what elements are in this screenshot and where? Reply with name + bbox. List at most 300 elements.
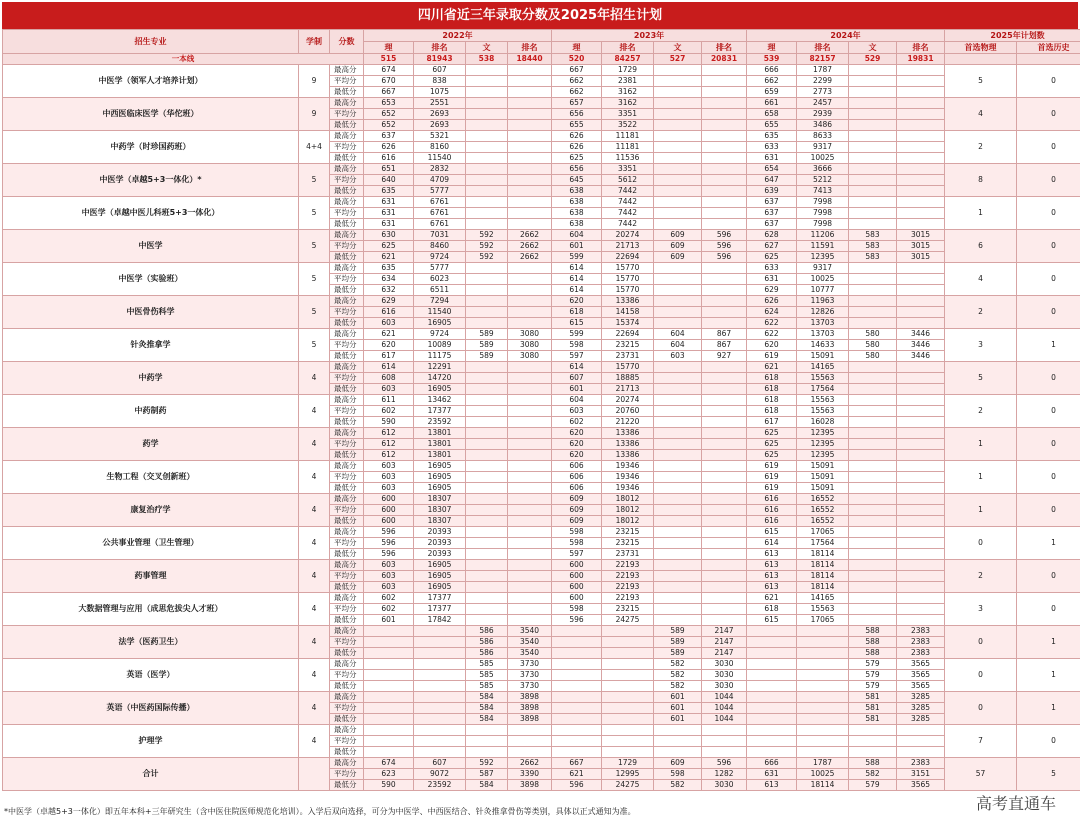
header-li: 理 [747, 42, 797, 54]
score-cell [849, 593, 897, 604]
score-cell [702, 373, 747, 384]
score-cell [466, 175, 508, 186]
score-type-label: 平均分 [330, 373, 364, 384]
benchmark-cell: 18440 [508, 54, 552, 65]
score-cell: 3446 [897, 329, 945, 340]
score-cell [654, 285, 702, 296]
plan-physics: 5 [945, 362, 1017, 395]
score-cell [654, 736, 702, 747]
score-cell [849, 307, 897, 318]
score-cell [466, 65, 508, 76]
score-cell [508, 582, 552, 593]
score-cell: 867 [702, 340, 747, 351]
score-cell [849, 175, 897, 186]
score-cell [849, 406, 897, 417]
score-cell: 601 [364, 615, 414, 626]
score-cell [508, 527, 552, 538]
score-cell [466, 76, 508, 87]
plan-physics: 1 [945, 428, 1017, 461]
score-cell: 6761 [414, 197, 466, 208]
score-cell: 618 [747, 395, 797, 406]
score-cell: 3285 [897, 703, 945, 714]
score-cell [897, 263, 945, 274]
score-cell: 639 [747, 186, 797, 197]
score-cell: 614 [364, 362, 414, 373]
score-cell: 600 [364, 494, 414, 505]
score-cell: 583 [849, 252, 897, 263]
score-cell [897, 571, 945, 582]
score-cell: 667 [364, 87, 414, 98]
score-cell: 625 [747, 439, 797, 450]
header-score: 分数 [330, 30, 364, 54]
score-cell [508, 318, 552, 329]
score-cell: 16905 [414, 472, 466, 483]
score-cell: 13801 [414, 439, 466, 450]
score-cell: 3522 [602, 120, 654, 131]
score-cell: 626 [552, 131, 602, 142]
score-cell: 10025 [797, 769, 849, 780]
score-cell: 18114 [797, 780, 849, 791]
score-cell [466, 362, 508, 373]
plan-history: 0 [1017, 725, 1080, 758]
score-cell [654, 747, 702, 758]
score-cell: 638 [552, 208, 602, 219]
score-cell: 589 [466, 351, 508, 362]
score-cell: 632 [364, 285, 414, 296]
score-cell: 3565 [897, 681, 945, 692]
table-row [3, 98, 1080, 109]
score-cell [702, 296, 747, 307]
score-cell [747, 659, 797, 670]
score-cell [552, 736, 602, 747]
score-cell [702, 494, 747, 505]
page-title: 四川省近三年录取分数及2025年招生计划 [2, 2, 1078, 29]
score-cell [654, 615, 702, 626]
score-cell: 599 [552, 252, 602, 263]
score-cell: 6761 [414, 219, 466, 230]
score-cell [602, 637, 654, 648]
score-cell: 3162 [602, 87, 654, 98]
score-cell: 603 [364, 560, 414, 571]
table-row [3, 65, 1080, 76]
score-cell [849, 164, 897, 175]
score-cell [654, 461, 702, 472]
score-cell [702, 219, 747, 230]
score-cell: 15563 [797, 406, 849, 417]
score-cell: 613 [747, 560, 797, 571]
score-cell [849, 373, 897, 384]
score-cell: 609 [654, 252, 702, 263]
benchmark-blank [945, 54, 1017, 65]
score-cell [702, 472, 747, 483]
score-cell: 4709 [414, 175, 466, 186]
score-type-label: 平均分 [330, 769, 364, 780]
major-name: 康复治疗学 [3, 494, 299, 527]
score-cell [414, 670, 466, 681]
score-cell [508, 384, 552, 395]
score-cell: 15091 [797, 351, 849, 362]
score-cell [897, 615, 945, 626]
score-cell [849, 131, 897, 142]
score-cell [849, 582, 897, 593]
major-name: 中医学 [3, 230, 299, 263]
score-cell: 590 [364, 417, 414, 428]
score-cell: 586 [466, 637, 508, 648]
score-type-label: 最高分 [330, 692, 364, 703]
score-cell: 13462 [414, 395, 466, 406]
score-cell: 2383 [897, 626, 945, 637]
plan-physics: 0 [945, 692, 1017, 725]
score-cell: 603 [364, 384, 414, 395]
score-cell [654, 439, 702, 450]
score-cell [508, 483, 552, 494]
score-cell: 612 [364, 428, 414, 439]
score-cell [552, 725, 602, 736]
score-cell: 596 [364, 538, 414, 549]
score-cell [702, 164, 747, 175]
table-row [3, 626, 1080, 637]
score-cell [797, 714, 849, 725]
plan-physics: 4 [945, 98, 1017, 131]
major-name: 公共事业管理（卫生管理） [3, 527, 299, 560]
score-type-label: 最低分 [330, 648, 364, 659]
score-cell: 12395 [797, 450, 849, 461]
score-cell [702, 153, 747, 164]
score-cell [552, 747, 602, 758]
score-cell: 633 [747, 142, 797, 153]
score-cell [602, 714, 654, 725]
major-name: 中西医临床医学（华佗班） [3, 98, 299, 131]
score-cell: 616 [364, 153, 414, 164]
score-cell: 616 [747, 505, 797, 516]
score-type-label: 平均分 [330, 307, 364, 318]
score-cell: 588 [849, 648, 897, 659]
score-cell [747, 703, 797, 714]
score-cell: 11540 [414, 153, 466, 164]
score-cell: 3030 [702, 659, 747, 670]
score-cell: 631 [747, 274, 797, 285]
score-cell [508, 549, 552, 560]
score-cell: 601 [552, 241, 602, 252]
score-cell: 15770 [602, 274, 654, 285]
score-cell: 586 [466, 648, 508, 659]
score-cell: 582 [654, 681, 702, 692]
score-cell [466, 395, 508, 406]
score-cell [508, 164, 552, 175]
score-type-label: 最高分 [330, 527, 364, 538]
score-cell [654, 395, 702, 406]
score-cell [797, 670, 849, 681]
score-cell [702, 593, 747, 604]
study-years: 5 [299, 164, 330, 197]
score-cell [508, 538, 552, 549]
score-cell: 596 [364, 549, 414, 560]
score-cell: 3898 [508, 703, 552, 714]
score-cell [849, 65, 897, 76]
score-cell: 602 [364, 604, 414, 615]
score-cell [414, 626, 466, 637]
score-cell: 619 [747, 483, 797, 494]
score-cell: 15563 [797, 604, 849, 615]
score-cell: 15770 [602, 263, 654, 274]
score-cell [654, 98, 702, 109]
score-cell [897, 725, 945, 736]
score-cell [508, 307, 552, 318]
score-type-label: 最低分 [330, 681, 364, 692]
score-cell: 16905 [414, 582, 466, 593]
score-cell: 17564 [797, 538, 849, 549]
score-cell: 22193 [602, 560, 654, 571]
score-cell [897, 582, 945, 593]
table-row [3, 692, 1080, 703]
score-cell: 625 [364, 241, 414, 252]
plan-physics: 3 [945, 329, 1017, 362]
score-cell: 666 [747, 65, 797, 76]
score-cell: 604 [552, 230, 602, 241]
score-cell: 624 [747, 307, 797, 318]
score-cell: 600 [552, 571, 602, 582]
score-type-label: 平均分 [330, 208, 364, 219]
score-cell [797, 659, 849, 670]
score-cell [654, 109, 702, 120]
plan-physics: 1 [945, 197, 1017, 230]
score-cell: 579 [849, 780, 897, 791]
score-cell: 620 [552, 428, 602, 439]
header-plan-2025: 2025年计划数 [945, 30, 1080, 42]
score-cell [702, 439, 747, 450]
score-cell: 16905 [414, 384, 466, 395]
score-cell: 603 [364, 483, 414, 494]
score-cell [466, 131, 508, 142]
plan-history: 0 [1017, 65, 1080, 98]
header-history: 首选历史 [1017, 42, 1080, 54]
score-cell: 589 [654, 648, 702, 659]
score-cell [508, 472, 552, 483]
score-cell [702, 362, 747, 373]
score-cell: 600 [364, 505, 414, 516]
score-cell: 3080 [508, 340, 552, 351]
score-cell [702, 747, 747, 758]
score-cell: 645 [552, 175, 602, 186]
score-type-label: 最低分 [330, 87, 364, 98]
score-cell: 637 [747, 197, 797, 208]
score-cell [702, 120, 747, 131]
score-cell: 617 [364, 351, 414, 362]
score-type-label: 最低分 [330, 219, 364, 230]
score-cell: 674 [364, 65, 414, 76]
score-cell: 581 [849, 692, 897, 703]
score-cell [702, 538, 747, 549]
score-cell: 617 [747, 417, 797, 428]
score-cell: 3730 [508, 670, 552, 681]
score-cell: 3285 [897, 692, 945, 703]
score-cell: 3446 [897, 340, 945, 351]
score-cell: 601 [654, 692, 702, 703]
score-cell [508, 186, 552, 197]
score-cell: 583 [849, 241, 897, 252]
score-cell [897, 87, 945, 98]
score-cell [897, 538, 945, 549]
score-cell: 653 [364, 98, 414, 109]
score-cell [897, 527, 945, 538]
score-cell [466, 285, 508, 296]
score-cell [654, 582, 702, 593]
score-type-label: 平均分 [330, 472, 364, 483]
score-cell [797, 736, 849, 747]
score-cell: 600 [364, 516, 414, 527]
score-cell: 24275 [602, 615, 654, 626]
score-cell: 13386 [602, 439, 654, 450]
score-cell: 12395 [797, 439, 849, 450]
table-row [3, 362, 1080, 373]
score-cell [849, 263, 897, 274]
score-cell: 579 [849, 681, 897, 692]
score-type-label: 最低分 [330, 483, 364, 494]
score-cell [897, 307, 945, 318]
score-cell [552, 670, 602, 681]
score-cell: 13386 [602, 296, 654, 307]
score-cell: 15091 [797, 483, 849, 494]
score-type-label: 最高分 [330, 197, 364, 208]
score-cell: 13801 [414, 450, 466, 461]
admission-score-table [2, 29, 1080, 791]
major-name: 合计 [3, 758, 299, 791]
score-cell: 7442 [602, 197, 654, 208]
score-cell: 3030 [702, 780, 747, 791]
study-years: 4 [299, 626, 330, 659]
score-cell [414, 681, 466, 692]
score-cell [654, 274, 702, 285]
score-cell: 11181 [602, 142, 654, 153]
score-cell [508, 208, 552, 219]
score-cell: 584 [466, 780, 508, 791]
score-cell [702, 406, 747, 417]
score-cell [602, 703, 654, 714]
score-cell [364, 659, 414, 670]
score-cell: 16905 [414, 571, 466, 582]
plan-history: 0 [1017, 197, 1080, 230]
plan-history: 0 [1017, 131, 1080, 164]
score-cell: 6023 [414, 274, 466, 285]
score-cell [466, 560, 508, 571]
score-cell: 21713 [602, 384, 654, 395]
score-cell [849, 538, 897, 549]
score-cell [897, 593, 945, 604]
major-name: 生物工程（交叉创新班） [3, 461, 299, 494]
score-cell: 585 [466, 681, 508, 692]
plan-physics: 4 [945, 263, 1017, 296]
score-cell: 631 [747, 153, 797, 164]
score-cell [897, 318, 945, 329]
score-cell: 587 [466, 769, 508, 780]
score-cell [466, 142, 508, 153]
score-cell: 2383 [897, 637, 945, 648]
study-years: 4 [299, 725, 330, 758]
score-cell [466, 186, 508, 197]
score-cell [897, 76, 945, 87]
score-cell [466, 736, 508, 747]
score-cell [897, 65, 945, 76]
study-years: 4 [299, 560, 330, 593]
score-cell: 11536 [602, 153, 654, 164]
score-cell [508, 560, 552, 571]
score-cell: 631 [747, 769, 797, 780]
score-cell [849, 417, 897, 428]
score-cell [849, 560, 897, 571]
score-cell: 596 [702, 758, 747, 769]
score-cell [364, 703, 414, 714]
score-cell: 18307 [414, 516, 466, 527]
score-cell [654, 505, 702, 516]
score-cell: 18114 [797, 560, 849, 571]
score-cell: 611 [364, 395, 414, 406]
study-years: 4 [299, 395, 330, 428]
score-cell [897, 175, 945, 186]
score-cell: 17065 [797, 527, 849, 538]
score-cell [702, 285, 747, 296]
score-cell: 3351 [602, 109, 654, 120]
score-cell: 596 [552, 615, 602, 626]
score-cell: 15563 [797, 395, 849, 406]
header-major: 招生专业 [3, 30, 299, 54]
score-type-label: 最高分 [330, 461, 364, 472]
score-cell: 16552 [797, 505, 849, 516]
score-cell: 18114 [797, 549, 849, 560]
score-cell: 655 [747, 120, 797, 131]
score-cell: 635 [747, 131, 797, 142]
score-cell: 603 [364, 472, 414, 483]
score-cell [552, 714, 602, 725]
score-cell: 2662 [508, 758, 552, 769]
score-cell [654, 120, 702, 131]
score-cell: 3540 [508, 626, 552, 637]
score-cell: 7998 [797, 208, 849, 219]
score-cell [508, 736, 552, 747]
score-cell: 629 [364, 296, 414, 307]
benchmark-cell: 515 [364, 54, 414, 65]
score-cell: 630 [364, 230, 414, 241]
header-rank: 排名 [508, 42, 552, 54]
score-cell: 621 [747, 362, 797, 373]
score-cell [508, 406, 552, 417]
score-cell: 585 [466, 659, 508, 670]
score-cell: 620 [552, 439, 602, 450]
header-wen: 文 [466, 42, 508, 54]
header-li: 理 [364, 42, 414, 54]
plan-history: 0 [1017, 263, 1080, 296]
table-row [3, 428, 1080, 439]
score-cell: 626 [364, 142, 414, 153]
score-cell: 16905 [414, 461, 466, 472]
score-cell: 2147 [702, 648, 747, 659]
score-cell [654, 725, 702, 736]
score-cell [552, 659, 602, 670]
score-cell: 618 [552, 307, 602, 318]
benchmark-label: 一本线 [3, 54, 364, 65]
score-cell: 618 [747, 384, 797, 395]
score-cell [849, 527, 897, 538]
score-cell [702, 428, 747, 439]
score-cell: 631 [364, 197, 414, 208]
score-cell: 620 [747, 340, 797, 351]
score-cell: 19346 [602, 472, 654, 483]
score-cell [508, 87, 552, 98]
score-cell: 614 [552, 263, 602, 274]
score-cell [364, 681, 414, 692]
score-cell [364, 637, 414, 648]
score-type-label: 平均分 [330, 439, 364, 450]
score-cell: 16552 [797, 494, 849, 505]
